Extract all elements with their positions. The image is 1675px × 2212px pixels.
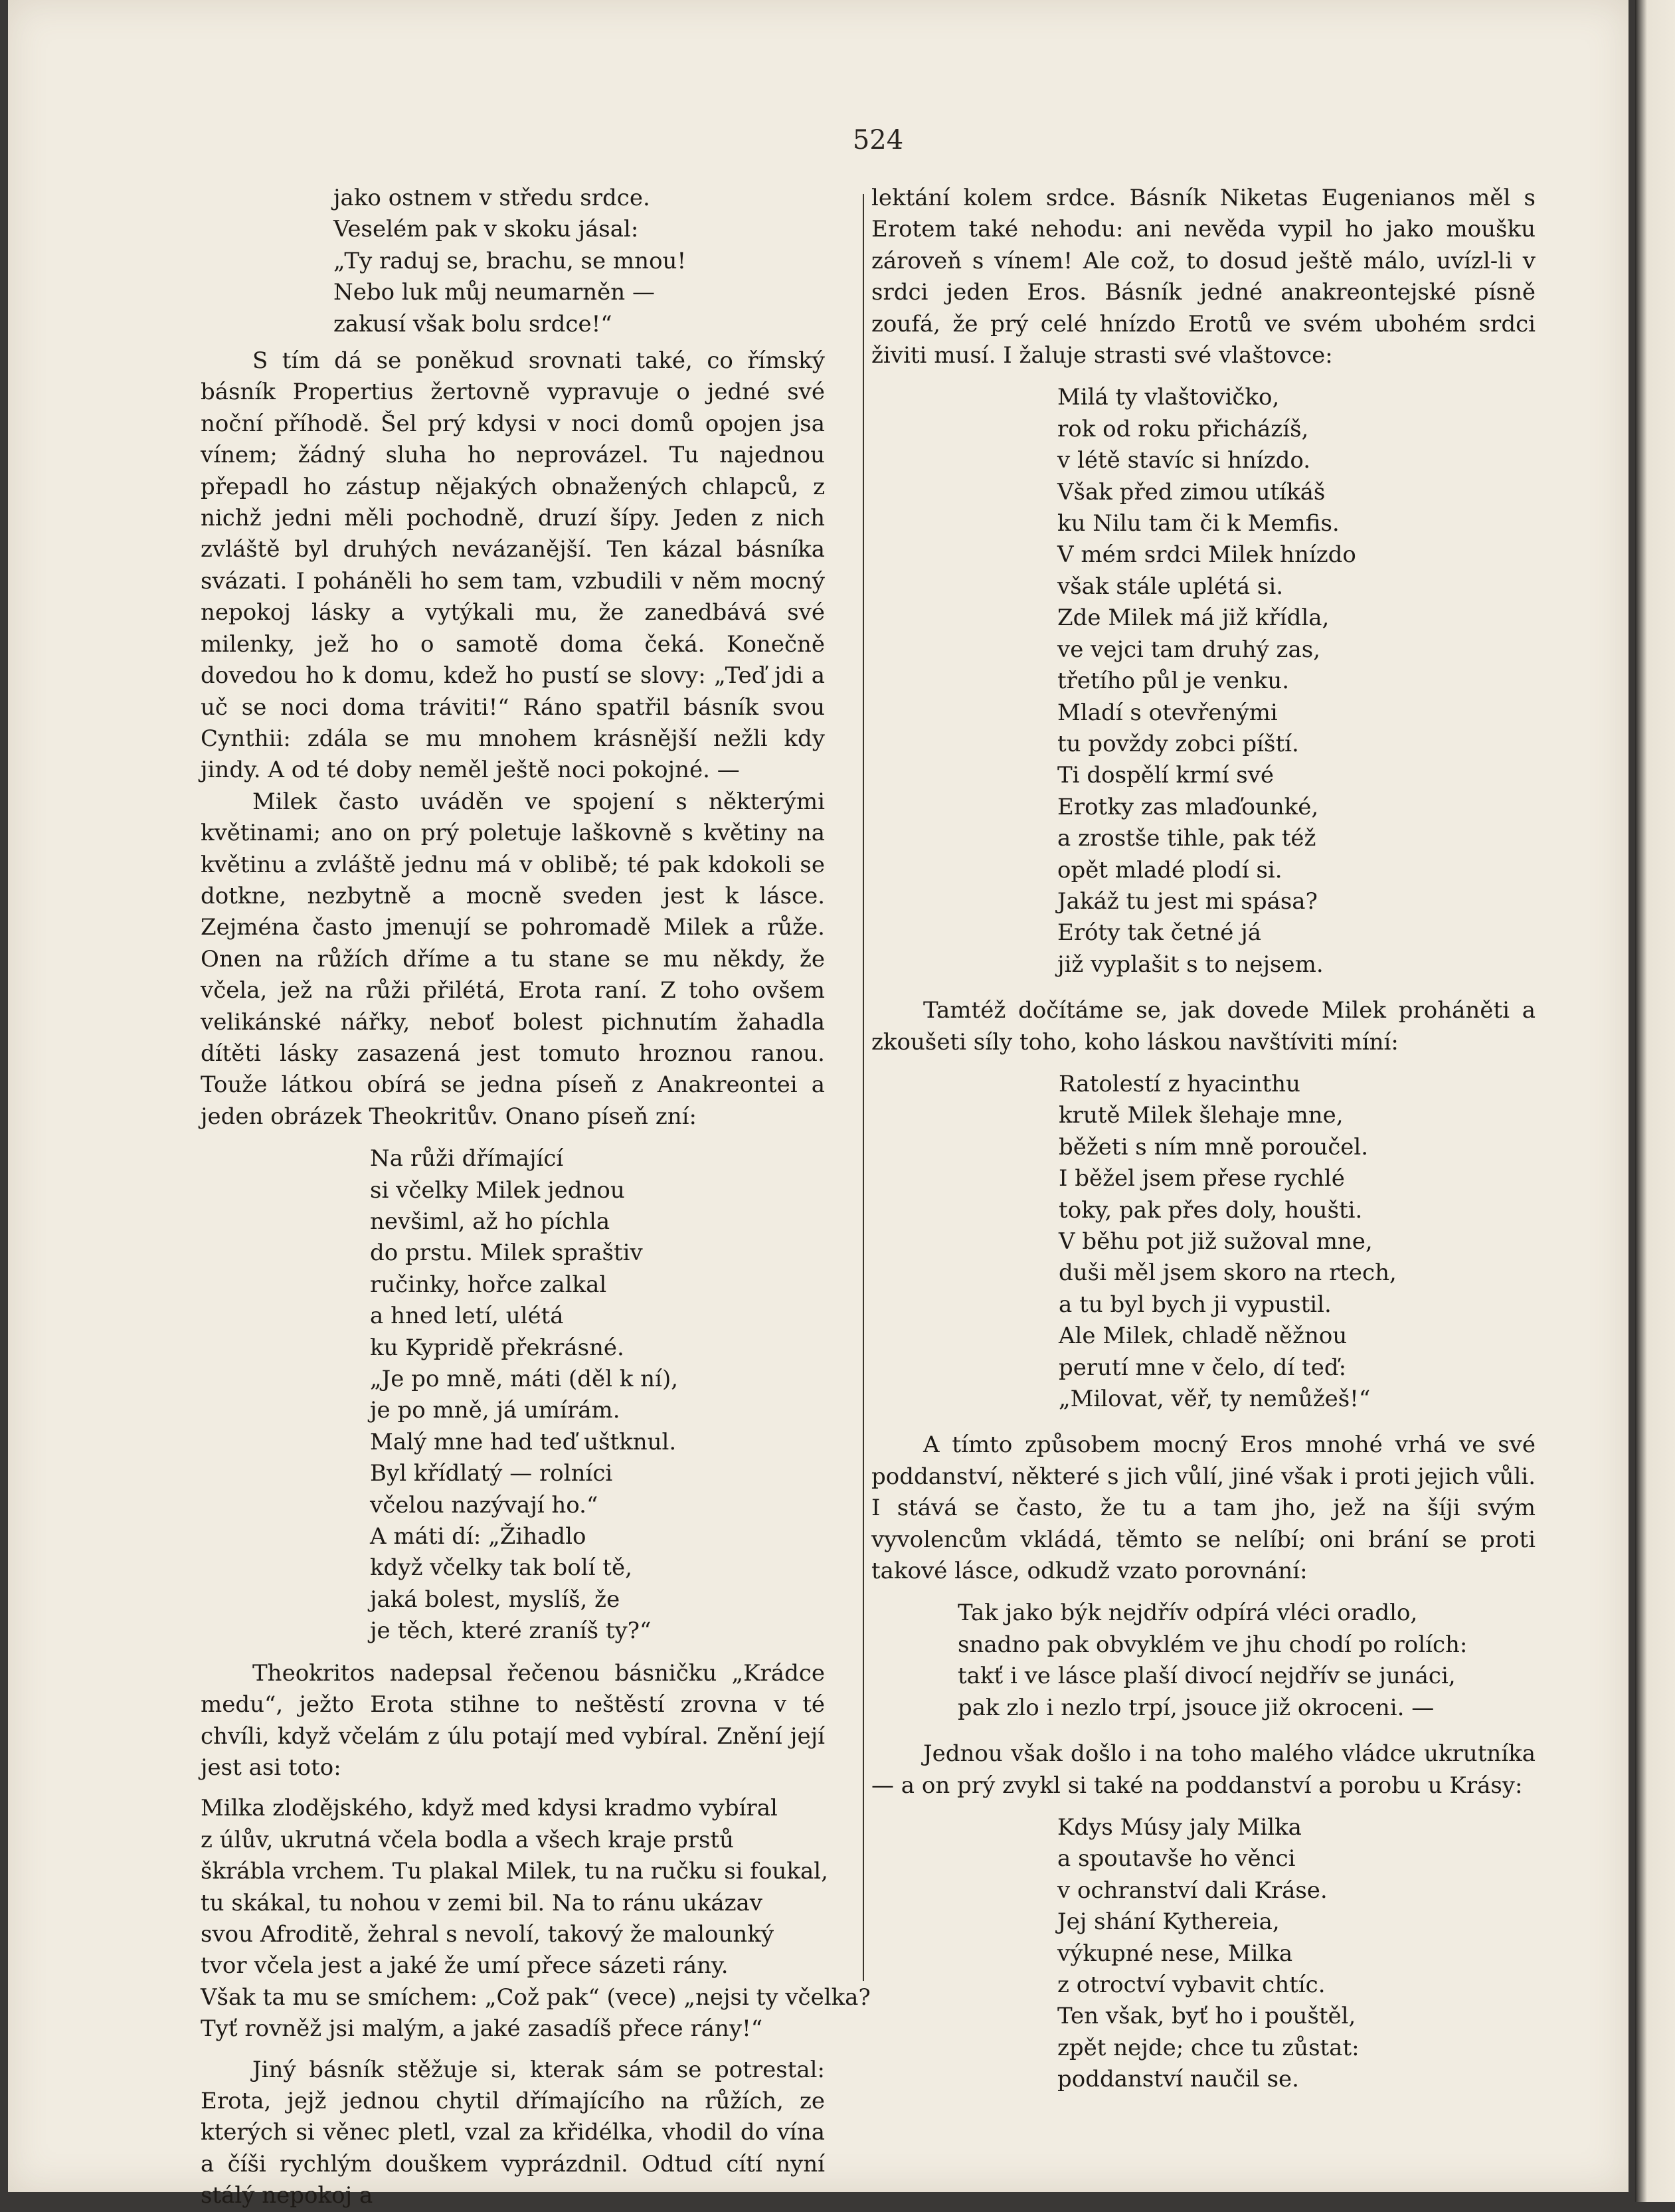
verse-block <box>871 1598 1536 1724</box>
verse-line: však stále uplétá si. <box>1057 573 1284 600</box>
verse-line: nevšiml, až ho píchla <box>370 1208 610 1235</box>
verse-line: z úlův, ukrutná včela bodla a všech kraje prstů <box>201 1826 734 1853</box>
verse-line: když včelky tak bolí tě, <box>370 1554 632 1582</box>
verse-line: běžeti s ním mně poroučel. <box>1059 1133 1369 1160</box>
paragraph: S tím dá se poněkud srovnati také, co římský básník Propertius žertovně vypravuje o jedné své noční příhodě. Šel prý kdysi v noci domů opojen jsa vínem; žádný sluha ho neprovázel. Tu najednou přepadl ho zástup nějakých obnažených chlapců, z nichž jedni měli pochodně, druzí šípy. Jeden z nich zvláště byl druhých nevázanější. Ten kázal básníka svázati. I poháněli ho sem tam, vzbudili v něm mocný nepokoj lásky a vytýkali mu, že zanedbává své milenky, jež ho o samotě doma čeká. Konečně dovedou ho k domu, kdež ho pustí se slovy: „Teď jdi a uč se noci doma tráviti!“ Ráno spatřil básník svou Cynthii: zdála se mu mnohem krásnější nežli kdy jindy. A od té doby neměl ještě noci pokojné. — <box>201 347 825 784</box>
verse-line: takť i ve lásce plaší divocí nejdřív se junáci, <box>958 1663 1456 1690</box>
verse-line: Ten však, byť ho i pouštěl, <box>1057 2003 1356 2030</box>
verse-line: Však ta mu se smíchem: „Což pak“ (vece) „nejsi ty včelka? <box>201 1983 871 2011</box>
verse-line: poddanství naučil se. <box>1057 2066 1299 2093</box>
verse-line: perutí mne v čelo, dí teď: <box>1059 1354 1347 1381</box>
verse-block <box>871 1812 1536 2096</box>
verse-line: tvor včela jest a jaké že umí přece sázeti rány. <box>201 1952 729 1980</box>
book-page <box>8 0 1629 2209</box>
verse-line: je po mně, já umírám. <box>370 1397 620 1424</box>
verse-line: Však před zimou utíkáš <box>1057 478 1326 506</box>
left-column <box>201 183 871 2212</box>
verse-line: včelou nazývají ho.“ <box>370 1491 598 1519</box>
paragraph: Milek často uváděn ve spojení s některými květinami; ano on prý poletuje laškovně s květiny na květinu a zvláště jednu má v oblibě; té pak kdokoli se dotkne, nezbytně a mocně sveden jest k lásce. Zejména často jmenují se pohromadě Milek a růže. Onen na růžích dříme a tu stane se mu někdy, že včela, jež na růži přilétá, Erota raní. Z toho ovšem velikánské nářky, neboť bolest pichnutím žahadla dítěti lásky zasazená jest tomuto hroznou ranou. Touže látkou obírá se jedna píseň z Anakreontei a jeden obrázek Theokritův. Onano píseň zní: <box>201 788 825 1130</box>
verse-line: škrábla vrchem. Tu plakal Milek, tu na ručku si foukal, <box>201 1858 828 1885</box>
verse-line: ku Kypridě překrásné. <box>370 1334 624 1361</box>
verse-line: „Ty raduj se, brachu, se mnou! <box>333 247 687 274</box>
verse-line: Erotky zas mlaďounké, <box>1057 793 1319 820</box>
verse-line: pak zlo i nezlo trpí, jsouce již okroceni. — <box>958 1694 1435 1721</box>
verse-block <box>201 1143 825 1647</box>
verse-line: si včelky Milek jednou <box>370 1176 625 1204</box>
verse-line: Milá ty vlaštovičko, <box>1057 384 1280 411</box>
verse-block <box>871 1069 1536 1415</box>
verse-line: výkupné nese, Milka <box>1057 1940 1293 1967</box>
verse-line: ručinky, hořce zalkal <box>370 1271 607 1298</box>
page-number: 524 <box>852 125 904 155</box>
verse-line: již vyplašit s to nejsem. <box>1057 951 1324 978</box>
verse-line: jaká bolest, myslíš, že <box>370 1586 620 1613</box>
column-divider <box>863 194 864 1981</box>
verse-line: Kdys Músy jaly Milka <box>1057 1813 1302 1841</box>
verse-line: a hned letí, ulétá <box>370 1303 564 1330</box>
adjacent-page-edge <box>1635 0 1675 2202</box>
verse-line: Eróty tak četné já <box>1057 919 1262 947</box>
verse-line: a zrostše tihle, pak též <box>1057 825 1316 852</box>
verse-line: Ale Milek, chladě něžnou <box>1059 1323 1348 1350</box>
paragraph: Tamtéž dočítáme se, jak dovede Milek proháněti a zkoušeti síly toho, koho láskou navštíviti míní: <box>871 997 1536 1056</box>
verse-line: V běhu pot již sužoval mne, <box>1059 1228 1373 1255</box>
verse-line: a spoutavše ho věnci <box>1057 1845 1296 1873</box>
verse-line: v ochranství dali Kráse. <box>1057 1877 1328 1904</box>
verse-line: V mém srdci Milek hnízdo <box>1057 541 1356 569</box>
verse-line: je těch, které zraníš ty?“ <box>370 1617 652 1645</box>
verse-line: do prstu. Milek spraštiv <box>370 1240 643 1267</box>
verse-line: Na růži dřímající <box>370 1145 564 1172</box>
verse-line: toky, pak přes doly, houšti. <box>1059 1196 1363 1224</box>
verse-line: Tak jako býk nejdřív odpírá vléci oradlo, <box>958 1600 1418 1627</box>
verse-line: zpět nejde; chce tu zůstat: <box>1057 2034 1360 2061</box>
verse-line: tu skákal, tu nohou v zemi bil. Na to ránu ukázav <box>201 1889 763 1916</box>
verse-block <box>201 183 825 340</box>
verse-line: duši měl jsem skoro na rtech, <box>1059 1259 1397 1287</box>
verse-line: Byl křídlatý — rolníci <box>370 1460 613 1487</box>
verse-line: Malý mne had teď uštknul. <box>370 1428 677 1455</box>
verse-line: snadno pak obvyklém ve jhu chodí po rolích: <box>958 1631 1468 1658</box>
verse-line: Nebo luk můj neumarněn — <box>333 279 655 306</box>
verse-line: Mladí s otevřenými <box>1057 699 1278 726</box>
verse-line: Jej shání Kythereia, <box>1057 1908 1280 1936</box>
verse-line: krutě Milek šlehaje mne, <box>1059 1102 1344 1129</box>
verse-line: I běžel jsem přese rychlé <box>1059 1165 1345 1192</box>
verse-line: opět mladé plodí si. <box>1057 856 1282 883</box>
verse-line: v létě stavíc si hnízdo. <box>1057 447 1311 474</box>
verse-line: Tyť rovněž jsi malým, a jaké zasadíš přece rány!“ <box>201 2015 763 2043</box>
verse-block <box>871 382 1536 980</box>
verse-line: zakusí však bolu srdce!“ <box>333 310 612 337</box>
verse-line: A máti dí: „Žihadlo <box>370 1523 586 1550</box>
paragraph: Theokritos nadepsal řečenou básničku „Krádce medu“, ježto Erota stihne to neštěstí zrovna v té chvíli, když včelám z úlu potají med vybíral. Znění její jest asi toto: <box>201 1659 825 1781</box>
verse-line: z otroctví vybavit chtíc. <box>1057 1971 1326 1998</box>
verse-line: třetího půl je venku. <box>1057 668 1290 695</box>
right-column <box>871 183 1536 2096</box>
verse-line: rok od roku přicházíš, <box>1057 415 1309 442</box>
verse-line: ve vejci tam druhý zas, <box>1057 636 1320 663</box>
verse-line: Zde Milek má již křídla, <box>1057 604 1330 632</box>
paragraph: lektání kolem srdce. Básník Niketas Eugenianos měl s Erotem také nehodu: ani nevěda vypil ho jako moušku zároveň s vínem! Ale což, to dosud ještě málo, uvízl-li v srdci jeden Eros. Básník jedné anakreontejské písně zoufá, že prý celé hnízdo Erotů ve svém ubohém srdci živiti musí. I žaluje strasti své vlaštovce: <box>871 185 1536 369</box>
verse-line: jako ostnem v středu srdce. <box>333 185 650 211</box>
verse-line: a tu byl bych ji vypustil. <box>1059 1291 1332 1318</box>
verse-line: Jakáž tu jest mi spása? <box>1057 887 1318 915</box>
verse-line: Ratolestí z hyacinthu <box>1059 1070 1300 1097</box>
verse-line: „Je po mně, máti (děl k ní), <box>370 1366 679 1393</box>
verse-line: Milka zlodějského, když med kdysi kradmo vybíral <box>201 1795 778 1822</box>
verse-line: tu povždy zobci píští. <box>1057 730 1299 757</box>
paragraph: Jednou však došlo i na toho malého vládce ukrutníka — a on prý zvykl si také na poddanství a porobu u Krásy: <box>871 1740 1536 1799</box>
verse-line: svou Afroditě, žehral s nevolí, takový že malounký <box>201 1920 774 1948</box>
verse-line: „Milovat, věř, ty nemůžeš!“ <box>1059 1386 1371 1413</box>
paragraph: Jiný básník stěžuje si, kterak sám se potrestal: Erota, jejž jednou chytil dřímajícího na růžích, ze kterých si věnec pletl, vzal za křidélka, vhodil do vína a číši rychlým douškem vyprázdnil. Odtud cítí nyní stálý nepokoj a <box>201 2056 825 2209</box>
verse-line: ku Nilu tam či k Memfis. <box>1057 510 1340 537</box>
verse-line: Veselém pak v skoku jásal: <box>333 216 639 243</box>
verse-line: Ti dospělí krmí své <box>1057 762 1275 789</box>
verse-block <box>201 1793 871 2045</box>
paragraph: A tímto způsobem mocný Eros mnohé vrhá ve své poddanství, některé s jich vůlí, jiné však i proti jejich vůli. I stává se často, že tu a tam jho, jež na šíji svým vyvolencům vkládá, těmto se nelíbí; oni brání se proti takové lásce, odkudž vzato porovnání: <box>871 1431 1536 1585</box>
